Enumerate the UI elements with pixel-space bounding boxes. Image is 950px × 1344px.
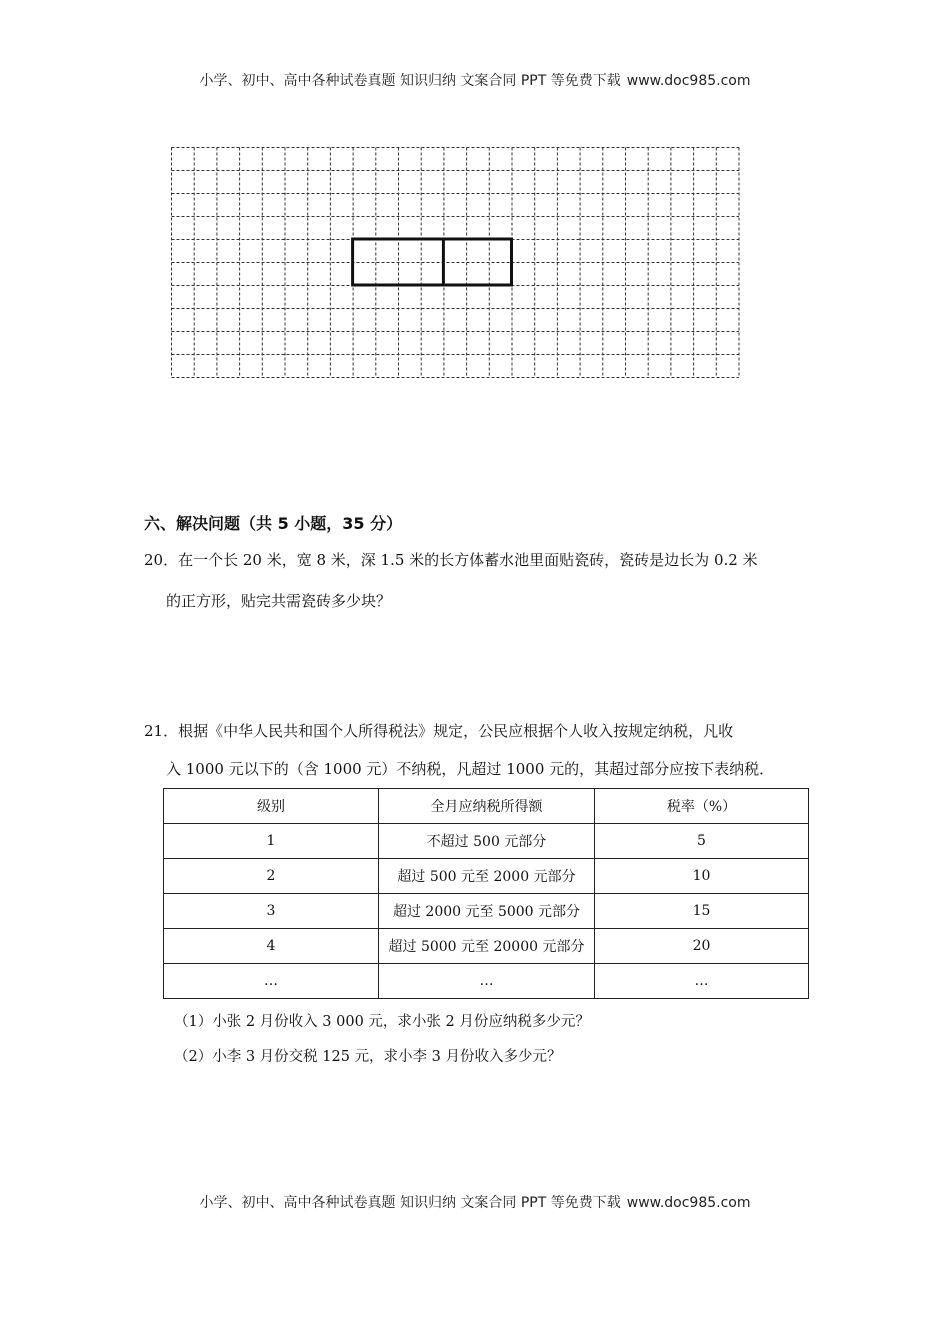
table-cell: 10 [595,859,809,894]
table-cell: 4 [164,929,379,964]
sub-question-1: （1）小张 2 月份收入 3 000 元，求小张 2 月份应纳税多少元？ [174,1014,590,1030]
table-cell: 15 [595,894,809,929]
table-cell: 超过 500 元至 2000 元部分 [379,859,595,894]
table-cell: 2 [164,859,379,894]
table-cell: 20 [595,929,809,964]
footer-text: 小学、初中、高中各种试卷真题 知识归纳 文案合同 PPT 等免费下载 [199,1195,621,1211]
table-row [164,894,809,929]
page-footer [0,1192,950,1212]
table-row [164,859,809,894]
table-cell: 不超过 500 元部分 [379,824,595,859]
header-cell-level: 级别 [164,789,379,824]
table-cell: … [164,964,379,999]
dashed-grid [172,148,740,378]
table-row [164,929,809,964]
question-20-line2: 的正方形，贴完共需瓷砖多少块？ [166,592,392,610]
table-cell: 超过 5000 元至 20000 元部分 [379,929,595,964]
page-header [0,70,950,90]
grid-figure [171,147,741,379]
footer-url[interactable]: www.doc985.com [626,1195,751,1211]
header-cell-rate: 税率（%） [595,789,809,824]
table-cell: 5 [595,824,809,859]
table-row [164,964,809,999]
table-cell: … [379,964,595,999]
tax-table [163,788,809,999]
table-cell: … [595,964,809,999]
table-header-row [164,789,809,824]
question-21-line2: 入 1000 元以下的（含 1000 元）不纳税，凡超过 1000 元的，其超过部分应按下表纳税． [166,760,775,778]
header-url[interactable]: www.doc985.com [626,73,751,89]
table-cell: 3 [164,894,379,929]
question-20-line1: 20．在一个长 20 米，宽 8 米，深 1.5 米的长方体蓄水池里面贴瓷砖，瓷砖是边长为 0.2 米 [144,551,758,569]
header-text: 小学、初中、高中各种试卷真题 知识归纳 文案合同 PPT 等免费下载 [199,73,621,89]
sub-question-2: （2）小李 3 月份交税 125 元，求小李 3 月份收入多少元？ [174,1049,562,1065]
header-cell-income: 全月应纳税所得额 [379,789,595,824]
section-title: 六、解决问题（共 5 小题，35 分） [144,514,403,533]
table-cell: 1 [164,824,379,859]
table-cell: 超过 2000 元至 5000 元部分 [379,894,595,929]
question-21-line1: 21．根据《中华人民共和国个人所得税法》规定，公民应根据个人收入按规定纳税，凡收 [144,722,734,740]
table-row [164,824,809,859]
